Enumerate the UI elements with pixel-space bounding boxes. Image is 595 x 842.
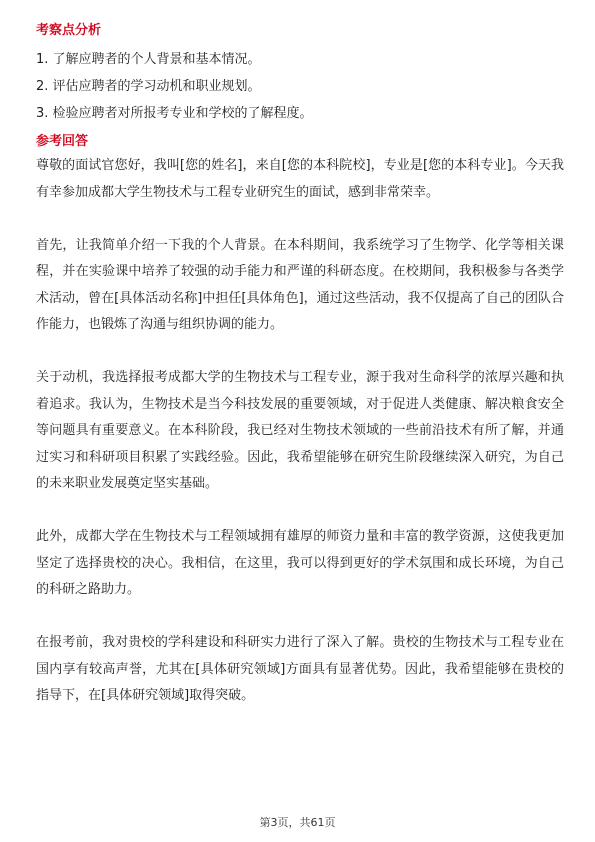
analysis-item: 1. 了解应聘者的个人背景和基本情况。: [36, 52, 261, 67]
answer-paragraph: 在报考前，我对贵校的学科建设和科研实力进行了深入了解。贵校的生物技术与工程专业在国内享有较高声誉，尤其在[具体研究领域]方面具有显著优势。因此，我希望能够在贵校的指导下，在[具体研究领域]取得突破。: [36, 635, 564, 703]
page-number: 第3页，共61页: [259, 816, 336, 829]
answer-heading: 参考回答: [36, 134, 89, 149]
answer-body: [36, 153, 564, 710]
analysis-item: 2. 评估应聘者的学习动机和职业规划。: [36, 79, 261, 94]
answer-paragraph: 关于动机，我选择报考成都大学的生物技术与工程专业，源于我对生命科学的浓厚兴趣和执着追求。我认为，生物技术是当今科技发展的重要领域，对于促进人类健康、解决粮食安全等问题具有重要意义。在本科阶段，我已经对生物技术领域的一些前沿技术有所了解，并通过实习和科研项目积累了实践经验。因此，我希望能够在研究生阶段继续深入研究，为自己的未来职业发展奠定坚实基础。: [36, 370, 564, 491]
answer-paragraph: 此外，成都大学在生物技术与工程领域拥有雄厚的师资力量和丰富的教学资源，这使我更加坚定了选择贵校的决心。我相信，在这里，我可以得到更好的学术氛围和成长环境，为自己的科研之路助力。: [36, 529, 564, 597]
analysis-list: [36, 46, 564, 127]
page-content: [36, 20, 564, 710]
analysis-heading: 考察点分析: [36, 23, 102, 38]
answer-paragraph: 尊敬的面试官您好，我叫[您的姓名]，来自[您的本科院校]，专业是[您的本科专业]。今天我有幸参加成都大学生物技术与工程专业研究生的面试，感到非常荣幸。: [36, 158, 564, 200]
answer-paragraph: 首先，让我简单介绍一下我的个人背景。在本科期间，我系统学习了生物学、化学等相关课程，并在实验课中培养了较强的动手能力和严谨的科研态度。在校期间，我积极参与各类学术活动，曾在[具体活动名称]中担任[具体角色]，通过这些活动，我不仅提高了自己的团队合作能力，也锻炼了沟通与组织协调的能力。: [36, 237, 564, 332]
analysis-item: 3. 检验应聘者对所报考专业和学校的了解程度。: [36, 106, 313, 121]
